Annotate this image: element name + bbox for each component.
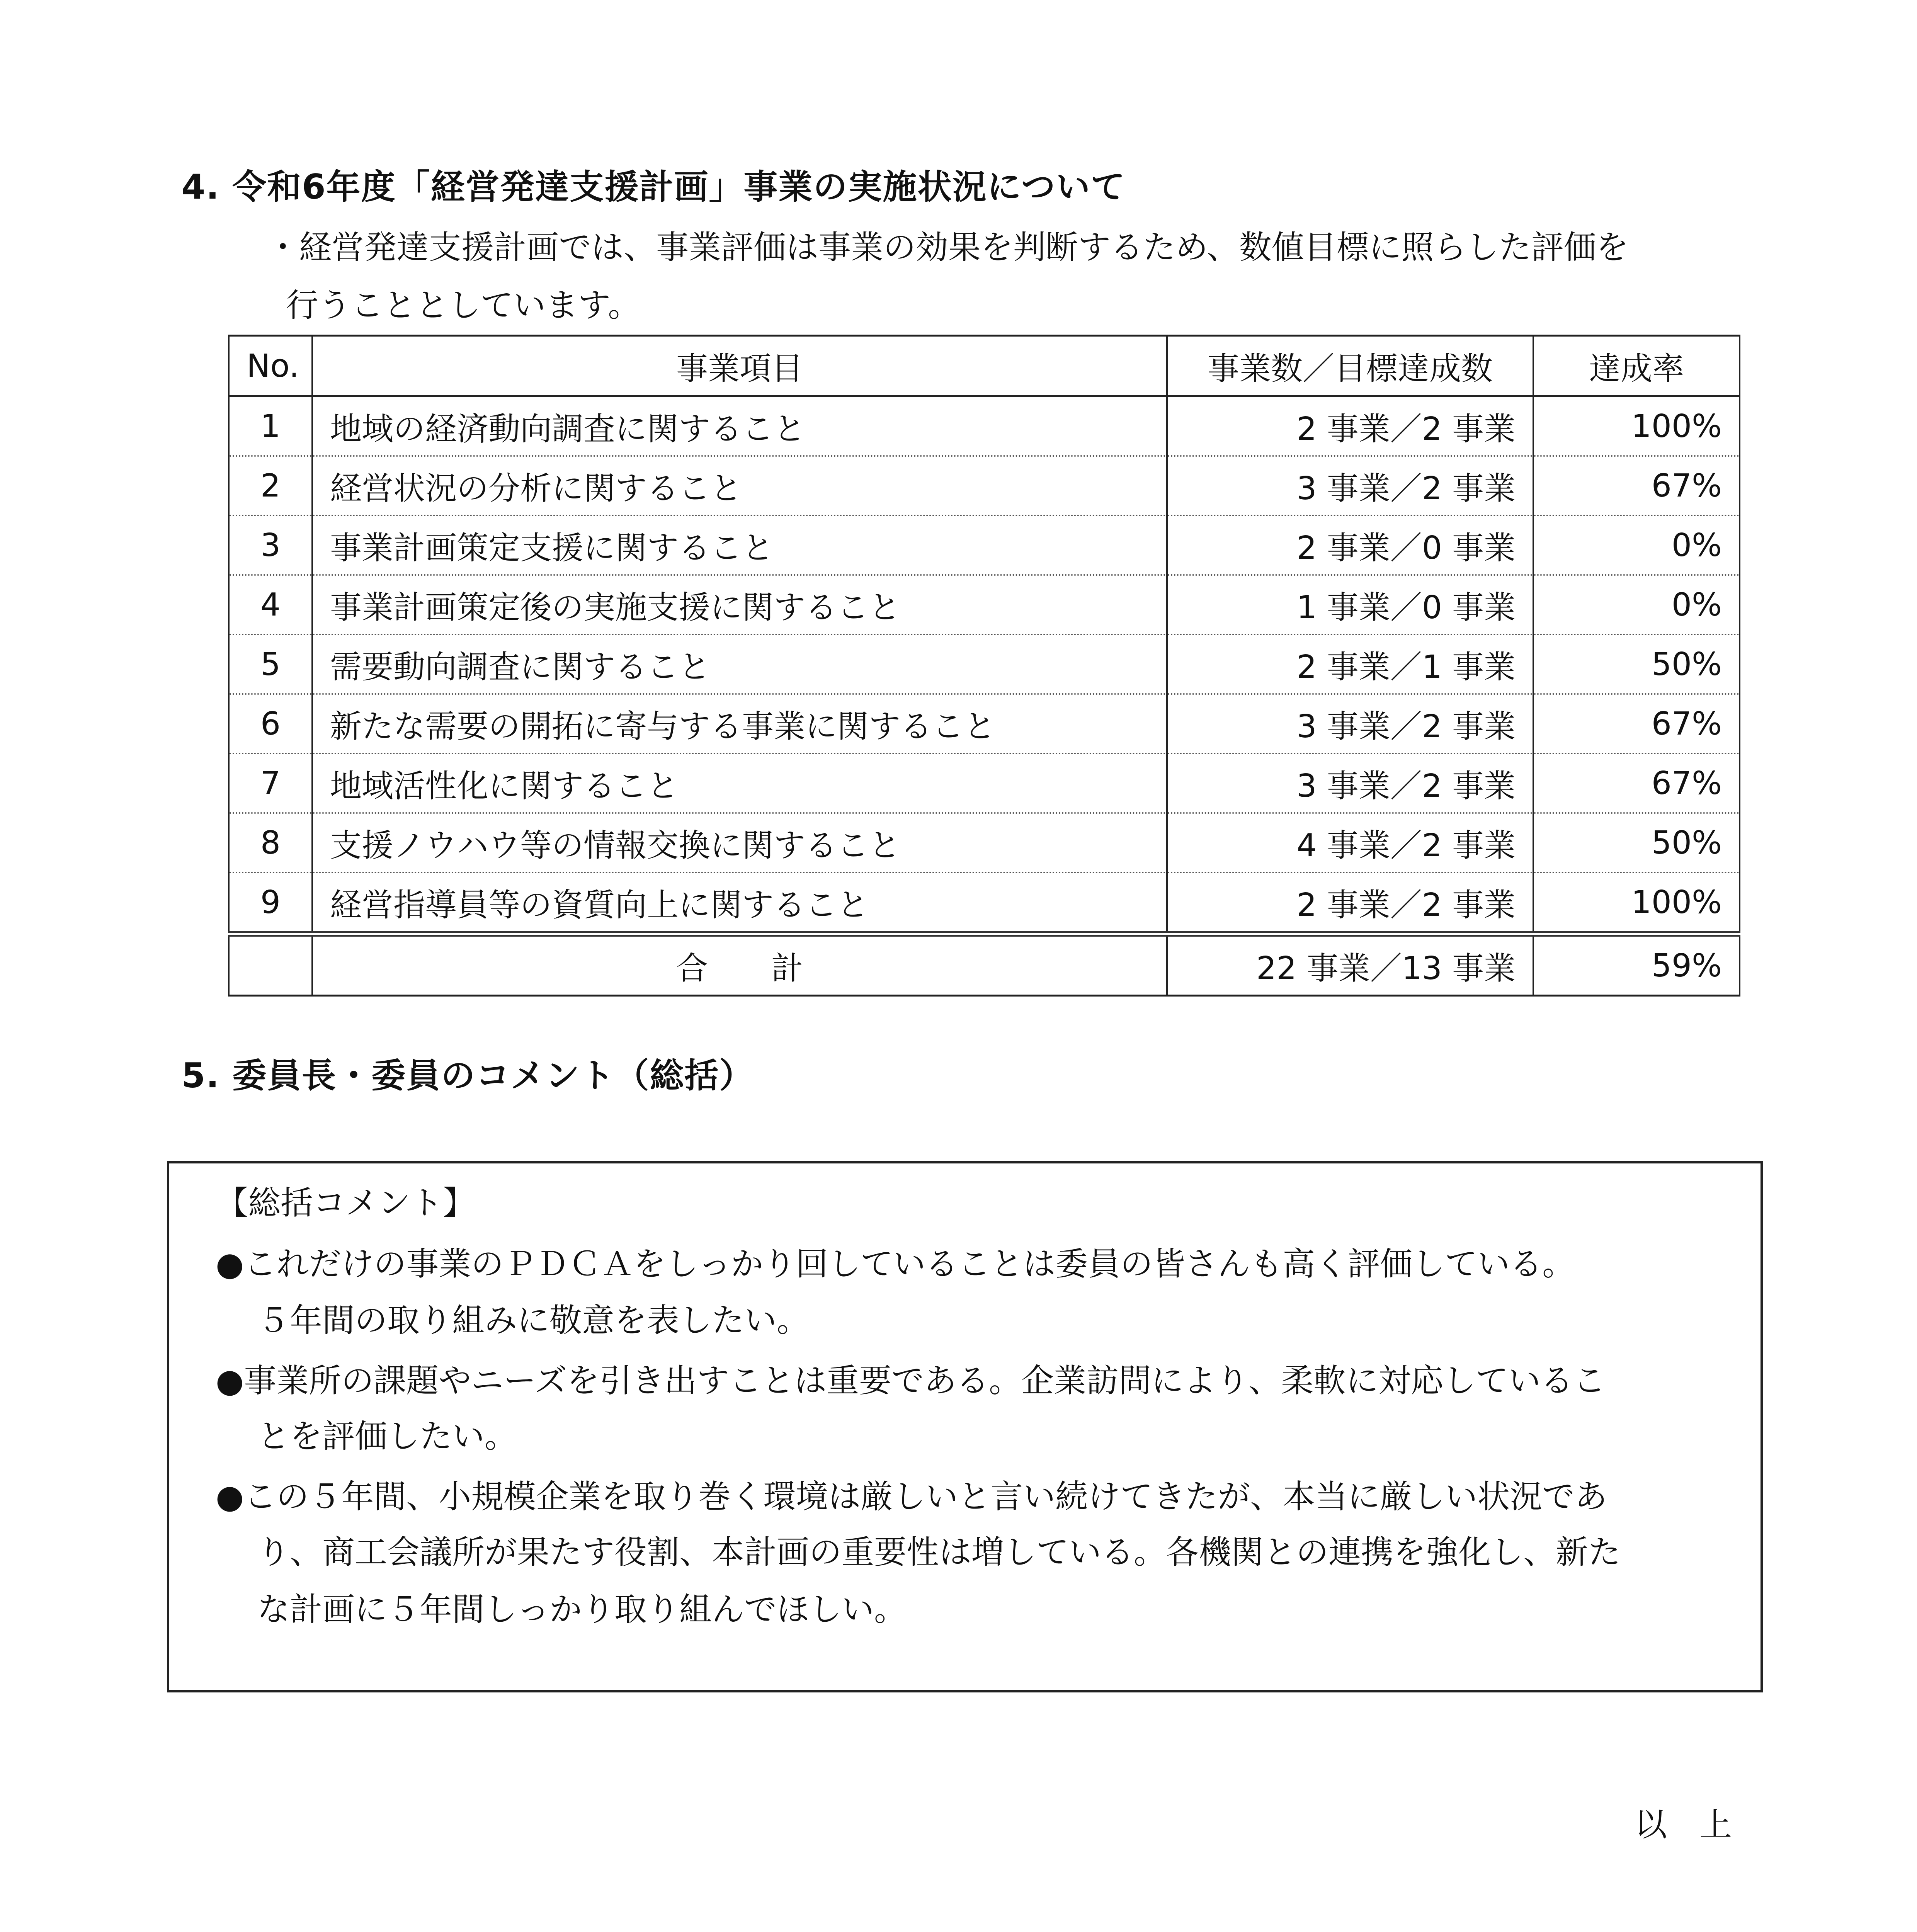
table-total-row <box>229 934 1740 996</box>
comment-3-line-1: ●この５年間、小規模企業を取り巻く環境は厳しいと言い続けてきたが、本当に厳しい状況であ <box>216 1478 1607 1515</box>
table-row <box>229 872 1740 934</box>
row-rate: 100% <box>1533 872 1740 934</box>
row-count: 2 事業／0 事業 <box>1167 515 1533 575</box>
row-rate: 0% <box>1533 575 1740 634</box>
comment-box-title: 【総括コメント】 <box>216 1184 476 1222</box>
row-no: 7 <box>229 753 312 813</box>
total-count: 22 事業／13 事業 <box>1167 934 1533 996</box>
row-count: 2 事業／2 事業 <box>1167 872 1533 934</box>
row-rate: 67% <box>1533 753 1740 813</box>
row-rate: 100% <box>1533 396 1740 456</box>
total-label: 合 計 <box>312 934 1167 996</box>
section-5-heading: 5. 委員長・委員のコメント（総括） <box>182 1056 754 1095</box>
row-rate: 67% <box>1533 694 1740 753</box>
row-count: 1 事業／0 事業 <box>1167 575 1533 634</box>
row-no: 5 <box>229 634 312 694</box>
table-row <box>229 396 1740 456</box>
row-rate: 0% <box>1533 515 1740 575</box>
comment-3-line-2: り、商工会議所が果たす役割、本計画の重要性は増している。各機関との連携を強化し、新た <box>257 1533 1621 1571</box>
row-item: 支援ノウハウ等の情報交換に関すること <box>312 813 1167 872</box>
comment-1-line-2: ５年間の取り組みに敬意を表したい。 <box>257 1301 810 1339</box>
header-no: No. <box>229 336 312 396</box>
summary-comment-box <box>167 1161 1763 1692</box>
row-item: 需要動向調査に関すること <box>312 634 1167 694</box>
comment-3-line-3: な計画に５年間しっかり取り組んでほしい。 <box>257 1590 907 1628</box>
row-count: 3 事業／2 事業 <box>1167 753 1533 813</box>
row-item: 新たな需要の開拓に寄与する事業に関すること <box>312 694 1167 753</box>
table-row <box>229 456 1740 515</box>
row-no: 6 <box>229 694 312 753</box>
row-rate: 50% <box>1533 813 1740 872</box>
section-4-intro-line-1: ・経営発達支援計画では、事業評価は事業の効果を判断するため、数値目標に照らした評価を <box>267 228 1629 266</box>
row-count: 3 事業／2 事業 <box>1167 456 1533 515</box>
row-item: 事業計画策定後の実施支援に関すること <box>312 575 1167 634</box>
row-rate: 50% <box>1533 634 1740 694</box>
table-header-row <box>229 336 1740 396</box>
header-item: 事業項目 <box>312 336 1167 396</box>
header-count: 事業数／目標達成数 <box>1167 336 1533 396</box>
table-row <box>229 753 1740 813</box>
comment-2-line-2: とを評価したい。 <box>257 1417 517 1455</box>
row-item: 地域活性化に関すること <box>312 753 1167 813</box>
row-item: 経営状況の分析に関すること <box>312 456 1167 515</box>
row-count: 2 事業／1 事業 <box>1167 634 1533 694</box>
row-item: 地域の経済動向調査に関すること <box>312 396 1167 456</box>
row-item: 経営指導員等の資質向上に関すること <box>312 872 1167 934</box>
row-rate: 67% <box>1533 456 1740 515</box>
total-rate: 59% <box>1533 934 1740 996</box>
row-count: 4 事業／2 事業 <box>1167 813 1533 872</box>
row-count: 3 事業／2 事業 <box>1167 694 1533 753</box>
row-no: 4 <box>229 575 312 634</box>
row-no: 3 <box>229 515 312 575</box>
table-row <box>229 694 1740 753</box>
row-no: 2 <box>229 456 312 515</box>
row-count: 2 事業／2 事業 <box>1167 396 1533 456</box>
row-item: 事業計画策定支援に関すること <box>312 515 1167 575</box>
comment-2-line-1: ●事業所の課題やニーズを引き出すことは重要である。企業訪問により、柔軟に対応しているこ <box>216 1362 1606 1400</box>
row-no: 9 <box>229 872 312 934</box>
table-row <box>229 575 1740 634</box>
section-4-intro-line-2: 行うこととしています。 <box>286 286 641 324</box>
table-row <box>229 515 1740 575</box>
row-no: 1 <box>229 396 312 456</box>
comment-1-line-1: ●これだけの事業のＰＤＣＡをしっかり回していることは委員の皆さんも高く評価している。 <box>216 1245 1575 1283</box>
closing-text: 以 上 <box>1635 1806 1732 1844</box>
results-table <box>228 335 1740 997</box>
total-no-cell <box>229 934 312 996</box>
table-row <box>229 813 1740 872</box>
header-rate: 達成率 <box>1533 336 1740 396</box>
table-row <box>229 634 1740 694</box>
section-4-heading: 4. 令和6年度「経営発達支援計画」事業の実施状況について <box>182 167 1126 207</box>
row-no: 8 <box>229 813 312 872</box>
